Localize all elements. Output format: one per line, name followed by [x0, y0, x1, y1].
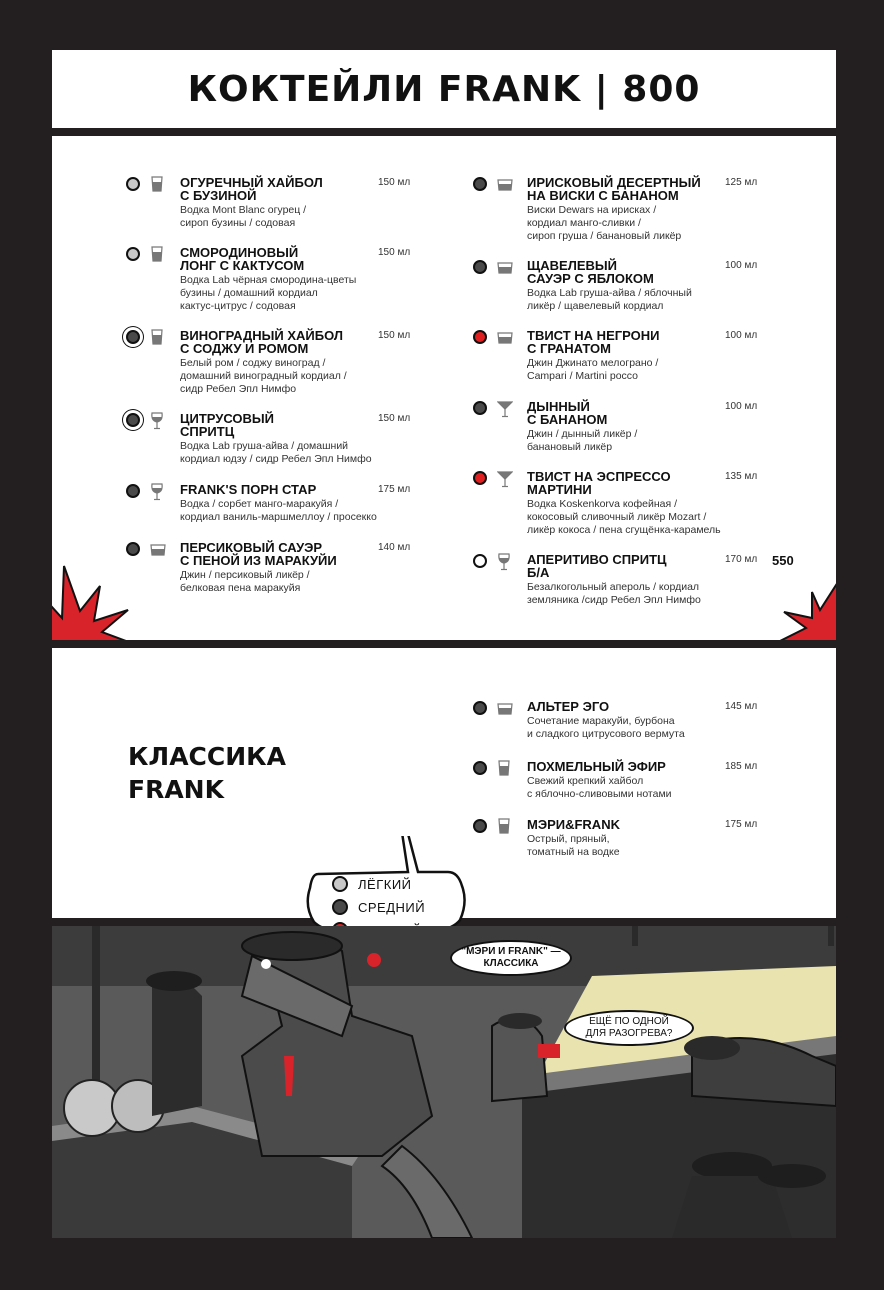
cocktails-panel [52, 136, 836, 640]
highball-icon [497, 818, 511, 834]
menu-item-description: Острый, пряный, томатный на водке [527, 833, 620, 858]
menu-item-volume: 150 мл [378, 330, 411, 341]
legend-item-light [332, 876, 412, 892]
menu-item-description: Джин / дынный ликёр / банановый ликёр [527, 428, 638, 453]
menu-item-volume: 150 мл [378, 247, 411, 258]
menu-item-description: Водка Koskenkorva кофейная / кокосовый сливочный ликёр Mozart / ликёр кокоса / пена сгущёнка-карамель [527, 498, 721, 536]
menu-item-volume: 170 мл [725, 554, 758, 565]
strength-legend-bubble [298, 836, 468, 936]
menu-item-name: АПЕРИТИВО СПРИТЦ Б/А [527, 552, 667, 580]
menu-item-name: СМОРОДИНОВЫЙ ЛОНГ С КАКТУСОМ [180, 245, 305, 273]
menu-item-name: ДЫННЫЙ С БАНАНОМ [527, 399, 608, 427]
menu-item-name: ВИНОГРАДНЫЙ ХАЙБОЛ С СОДЖУ И РОМОМ [180, 328, 343, 356]
menu-item-volume: 185 мл [725, 761, 758, 772]
special-strength-dot [126, 413, 140, 427]
light-strength-dot [126, 177, 140, 191]
menu-item-name: ИРИСКОВЫЙ ДЕСЕРТНЫЙ НА ВИСКИ С БАНАНОМ [527, 175, 701, 203]
highball-icon [150, 329, 164, 345]
menu-item-volume: 135 мл [725, 471, 758, 482]
na-strength-dot [473, 554, 487, 568]
martini-glass-icon [497, 470, 511, 486]
strong-strength-dot [473, 330, 487, 344]
menu-item-description: Безалкогольный апероль / кордиал земляника /сидр Ребел Эпл Нимфо [527, 581, 701, 606]
menu-item-name: ЦИТРУСОВЫЙ СПРИТЦ [180, 411, 275, 439]
menu-item-volume: 175 мл [725, 819, 758, 830]
rocks-glass-icon [497, 259, 511, 275]
menu-item-name: ТВИСТ НА ЭСПРЕССО МАРТИНИ [527, 469, 671, 497]
medium-strength-dot [126, 484, 140, 498]
menu-item-name: ПОХМЕЛЬНЫЙ ЭФИР [527, 759, 666, 774]
special-strength-dot [126, 330, 140, 344]
menu-item-volume: 100 мл [725, 330, 758, 341]
speech-bubble-another-round [564, 1010, 694, 1046]
menu-item [527, 760, 827, 801]
menu-item [527, 329, 827, 383]
wine-glass-icon [497, 553, 511, 569]
menu-item-name: ЩАВЕЛЕВЫЙ САУЭР С ЯБЛОКОМ [527, 258, 654, 286]
highball-icon [497, 760, 511, 776]
medium-strength-dot [473, 401, 487, 415]
menu-item-description: Водка Lab груша-айва / яблочный ликёр / щавелевый кордиал [527, 287, 692, 312]
menu-item-description: Водка / сорбет манго-маракуйя / кордиал ваниль-маршмеллоу / просекко [180, 498, 377, 523]
menu-item [180, 329, 480, 396]
wine-glass-icon [150, 483, 164, 499]
comic-illustration [52, 926, 836, 1238]
speech-text-classic: "МЭРИ И FRANK" — КЛАССИКА [461, 946, 561, 969]
menu-item-volume: 100 мл [725, 260, 758, 271]
rocks-glass-icon [497, 176, 511, 192]
medium-strength-dot [332, 899, 348, 915]
menu-item [527, 400, 827, 454]
menu-item-name: FRANK'S ПОРН СТАР [180, 482, 317, 497]
page-title: КОКТЕЙЛИ FRANK | 800 [187, 68, 701, 110]
menu-item-description: Сочетание маракуйи, бурбона и сладкого цитрусового вермута [527, 715, 685, 740]
medium-strength-dot [473, 260, 487, 274]
light-strength-dot [126, 247, 140, 261]
noir-bar-scene-illustration [52, 926, 836, 1238]
menu-item-volume: 100 мл [725, 401, 758, 412]
menu-item [527, 818, 827, 859]
menu-item [180, 176, 480, 230]
menu-item-volume: 150 мл [378, 413, 411, 424]
highball-icon [150, 176, 164, 192]
classic-section-title: КЛАССИКА FRANK [128, 742, 286, 804]
highball-icon [150, 246, 164, 262]
menu-item [180, 541, 480, 595]
menu-item-name: ОГУРЕЧНЫЙ ХАЙБОЛ С БУЗИНОЙ [180, 175, 323, 203]
menu-item-name: ПЕРСИКОВЫЙ САУЭР С ПЕНОЙ ИЗ МАРАКУЙИ [180, 540, 337, 568]
speech-text-another-round: ЕЩЁ ПО ОДНОЙ ДЛЯ РАЗОГРЕВА? [585, 1016, 673, 1039]
menu-item [180, 483, 480, 524]
rocks-glass-icon [150, 541, 164, 557]
medium-strength-dot [473, 177, 487, 191]
menu-item [527, 176, 827, 243]
medium-strength-dot [473, 701, 487, 715]
header-panel [52, 50, 836, 128]
medium-strength-dot [473, 761, 487, 775]
medium-strength-dot [126, 542, 140, 556]
starburst-left-decoration [52, 556, 142, 640]
menu-item [527, 700, 827, 741]
menu-item-description: Водка Lab груша-айва / домашний кордиал юдзу / сидр Ребел Эпл Нимфо [180, 440, 372, 465]
menu-item-description: Водка Mont Blanc огурец / сироп бузины / содовая [180, 204, 307, 229]
strong-strength-dot [473, 471, 487, 485]
classic-panel [52, 648, 836, 918]
menu-item-volume: 140 мл [378, 542, 411, 553]
menu-item [527, 470, 827, 537]
legend-label-light: ЛЁГКИЙ [358, 876, 412, 892]
rocks-glass-icon [497, 329, 511, 345]
menu-item-description: Свежий крепкий хайбол с яблочно-сливовыми нотами [527, 775, 672, 800]
wine-glass-icon [150, 412, 164, 428]
menu-item-description: Белый ром / соджу виноград / домашний виноградный кордиал / сидр Ребел Эпл Нимфо [180, 357, 347, 395]
rocks-glass-icon [497, 700, 511, 716]
menu-item-description: Виски Dewars на ирисках / кордиал манго-сливки / сироп груша / банановый ликёр [527, 204, 682, 242]
menu-item-volume: 145 мл [725, 701, 758, 712]
speech-bubble-classic [450, 940, 572, 976]
medium-strength-dot [473, 819, 487, 833]
menu-item-price: 550 [772, 553, 794, 568]
menu-item [180, 412, 480, 466]
menu-item-name: МЭРИ&FRANK [527, 817, 620, 832]
martini-glass-icon [497, 400, 511, 416]
menu-item-name: АЛЬТЕР ЭГО [527, 699, 610, 714]
menu-item [527, 259, 827, 313]
menu-item-description: Джин Джинато мелограно / Campari / Martini россо [527, 357, 659, 382]
legend-label-medium: СРЕДНИЙ [358, 899, 426, 915]
menu-item-volume: 150 мл [378, 177, 411, 188]
menu-item-description: Водка Lab чёрная смородина-цветы бузины / домашний кордиал кактус-цитрус / содовая [180, 274, 357, 312]
light-strength-dot [332, 876, 348, 892]
legend-item-medium [332, 899, 425, 915]
menu-item-name: ТВИСТ НА НЕГРОНИ С ГРАНАТОМ [527, 328, 660, 356]
menu-item [527, 553, 827, 607]
menu-item-volume: 175 мл [378, 484, 411, 495]
menu-item-volume: 125 мл [725, 177, 758, 188]
menu-item [180, 246, 480, 313]
menu-item-description: Джин / персиковый ликёр / белковая пена маракуйя [180, 569, 310, 594]
